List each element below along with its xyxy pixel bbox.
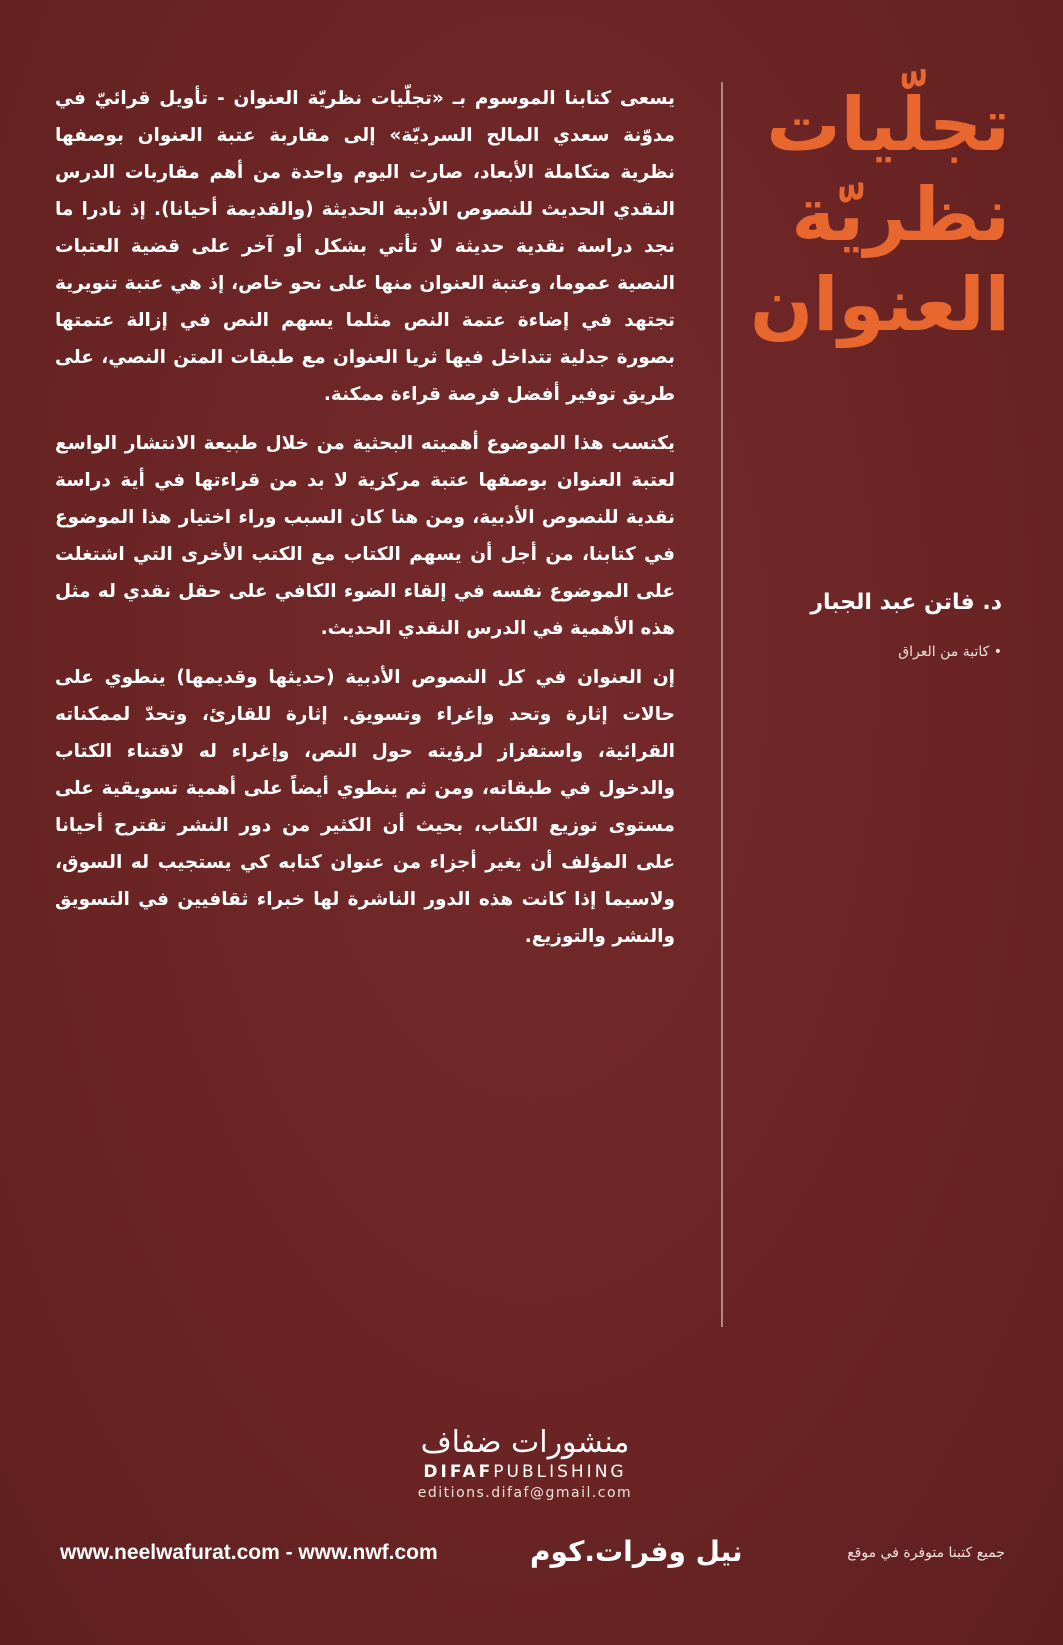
title-line-1: تجلّيات xyxy=(766,82,1010,168)
footer-brand: نيل وفرات.كوم xyxy=(530,1535,743,1568)
blurb-paragraph-2: يكتسب هذا الموضوع أهميته البحثية من خلال طبيعة الانتشار الواسع لعتبة العنوان بوصفها عتبة مركزية لا بد من قراءتها في أية دراسة نقدية للنصوص الأدبية، ومن هنا كان السبب وراء اختيار هذا الموضوع في كتابنا، من أجل أن يسهم الكتاب مع الكتب الأخرى التي اشتغلت على الموضوع نفسه في إلقاء الضوء الكافي على حقل نقدي له مثل هذه الأهمية في الدرس النقدي الحديث. xyxy=(55,433,675,639)
blurb-paragraph-3: إن العنوان في كل النصوص الأدبية (حديثها وقديمها) ينطوي على حالات إثارة وتحد وإغراء وتسويق. إثارة للقارئ، وتحدّ لممكناته القرائية، واستفزاز لرؤيته حول النص، وإغراء له لاقتناء الكتاب والدخول في طبقاته، ومن ثم ينطوي أيضاً على أهمية تسويقية على مستوى توزيع الكتاب، بحيث أن الكثير من دور النشر تقترح أحيانا على المؤلف أن يغير أجزاء من عنوان كتابه كي يستجيب له السوق، ولاسيما إذا كانت هذه الدور الناشرة لها خبراء ثقافيين في التسويق والنشر والتوزيع. xyxy=(55,667,675,947)
title-line-2: نظريّة xyxy=(791,172,1010,258)
blurb-paragraph-1: يسعى كتابنا الموسوم بـ «تجلّيات نظريّة العنوان - تأويل قرائيّ في مدوّنة سعدي المالح السرديّة» إلى مقاربة عتبة العنوان بوصفها نظرية متكاملة الأبعاد، صارت اليوم واحدة من أهم مقاربات الدرس النقدي الحديث للنصوص الأدبية الحديثة (والقديمة أحيانا). إذ نادرا ما نجد دراسة نقدية حديثة لا تأتي بشكل أو آخر على قضية العتبات النصية عموما، وعتبة العنوان منها على نحو خاص، إذ هي عتبة تنويرية تجتهد في إضاءة عتمة النص مثلما يسهم النص في إزالة عتمتها بصورة جدلية تتداخل فيها ثريا العنوان مع طبقات المتن النصي، على طريق توفير أفضل فرصة قراءة ممكنة. xyxy=(55,88,675,405)
publisher-logo xyxy=(390,1425,660,1503)
publisher-name-bold: DIFAF xyxy=(423,1462,494,1482)
author-name: د. فاتن عبد الجبار xyxy=(810,590,1002,615)
publisher-name-english xyxy=(390,1461,660,1483)
publisher-name-arabic: منشورات ضفاف xyxy=(420,1425,630,1460)
author-note: • كاتبة من العراق xyxy=(898,644,1002,660)
title-line-3: العنوان xyxy=(749,262,1010,348)
footer-note: جميع كتبنا متوفرة في موقع xyxy=(847,1545,1005,1561)
publisher-email: editions.difaf@gmail.com xyxy=(417,1485,633,1501)
blurb-text xyxy=(55,80,675,967)
column-divider xyxy=(721,82,723,1327)
book-title xyxy=(740,80,1010,350)
publisher-name-rest: PUBLISHING xyxy=(493,1462,627,1482)
footer-urls: www.neelwafurat.com - www.nwf.com xyxy=(60,1541,438,1564)
footer-bar xyxy=(60,1535,1005,1575)
